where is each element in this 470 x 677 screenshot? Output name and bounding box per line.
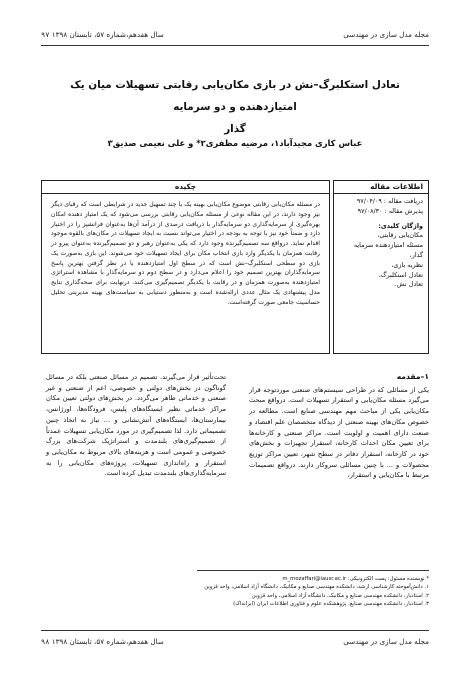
article-title — [55, 74, 415, 140]
article-info-box — [333, 180, 429, 354]
received-date: دریافت مقاله : ۹۷/۰۴/۰۹ — [356, 197, 423, 205]
author-list: عباس کاری مجیدآباد۱، مرضیه مظفری۲* و علی نعیمی صدیق۳ — [107, 138, 363, 148]
keyword-item: تعادل نش. — [394, 280, 423, 289]
footer-page-number: ۹۸ — [41, 637, 50, 646]
accepted-date: پذیرش مقاله : ۹۷/۰۸/۳۰ — [357, 206, 423, 215]
footer-rule — [41, 630, 429, 631]
keyword-item: تعادل استکلبرگ، — [378, 270, 423, 279]
intro-column-left — [46, 372, 226, 479]
running-header — [41, 27, 429, 41]
page-number: ۹۷ — [41, 30, 50, 39]
title-line-1: تعادل استکلبرگ–نش در بازی مکان‌یابی رقابتی تسهیلات میان یک امتیازدهنده و دو سرمایه — [70, 79, 400, 113]
intro-paragraph-continued: تحت‌تأثیر قرار می‌گیرند. تصمیم در مسائل صنعتی بلکه در مسائل گوناگون در بخش‌های دولتی و خصوصی، اعم از صنعتی و غیر صنعتی و خدماتی ظاهر می‌گردد. در بخش‌های دولتی تعیین مکان مراکز خدماتی نظیر ایستگاه‌های پلیس، فرودگاه‌ها، اورژانس، بیمارستان‌ها، ایستگاه‌های آتش‌نشانی و ... نیاز به اتخاذ چنین تصمیماتی دارد. لذا تصمیم‌گیری در مورد مکان‌یابی تسهیلات عمدتاً از تصمیم‌گیری‌های بلندمدت و استراتژیک شرکت‌های بزرگ خصوصی و عمومی است و هزینه‌های بالای مربوط به مکان‌یابی و استقرار و راه‌اندازی تسهیلات، پروژه‌های مکان‌یابی را به سرمایه‌گذاری‌های بلندمدت تبدیل کرده است. — [46, 373, 226, 478]
issue-info — [41, 30, 164, 39]
keyword-item: مسئله امتیازدهنده سرمایه — [353, 241, 423, 250]
footnote-corresponding-author: * نویسنده مسئول: پست الکترونیکی: m_mozaffari@iausr.ac.ir — [282, 576, 429, 582]
footer-issue-text: سال هفدهم،شماره ۵۷، تابستان ۱۳۹۸ — [51, 636, 164, 646]
footnote-affiliation-3: ۳. استادیار، دانشکده مهندسی صنایع، پژوهشکده علوم و فناوری اطلاعات ایران (ایرانداک) — [233, 601, 429, 608]
abstract-box — [41, 180, 330, 354]
keyword-item: نظریه بازی، — [391, 260, 423, 269]
keyword-item: گذار، — [409, 250, 423, 259]
intro-paragraph: یکی از مسائلی که در طراحی سیستم‌های صنعتی موردتوجه قرار می‌گیرد مسئله مکان‌یابی و استقرار تسهیلات است. درواقع مبحث مکان‌یابی یکی از مباحث مهم مهندسی صنایع است. مطالعه در خصوص مکان‌های بهینه صنعتی از دیدگاه متخصصان علم اقتصاد و صنعت دارای اهمیت و اولویت است. مراکز صنعتی و کارخانه‌ها برای تعیین مکان احداث کارخانه، استقرار تجهیزات و بخش‌های خود در کارخانه، استقرار دفاتر در سطح شهر، تعیین مراکز توزیع محصولات و ... با چنین مسائلی سروکار دارند. درواقع تصمیمات مرتبط با مکان‌یابی و استقرار، — [249, 385, 429, 480]
footer-journal-name: مجله مدل سازی در مهندسی — [343, 636, 429, 646]
abstract-text: در مسئله مکان‌یابی رقابتی موضوع مکان‌یابی بهینه یک یا چند تسهیل جدید در شرایطی است که رقبای دیگر نیز وجود دارند، در این مقاله نوعی از مسئله مکان‌یابی رقابتی بررسی می‌شود که یک امتیاز دهنده امکان بهره‌گیری از سرمایه‌گذاری دو سرمایه‌گذار با دریافت درصدی از درآمد آن‌ها به‌عنوان فرانشیز را در اختیار دارد و ضمناً خود نیز با توجه به بودجه در اختیار می‌تواند نسبت به ایجاد تسهیلات در مکان‌های بالقوه موجود اقدام نماید. درواقع سه تصمیم‌گیرنده وجود دارد که یکی به‌عنوان رهبر و دو تصمیم‌گیرنده به‌عنوان پیرو در رقابت همزمان با یکدیگر وارد بازی انتخاب مکان برای ایجاد تسهیلات خود می‌شوند. این بازی به‌صورت یک بازی دو سطحی استکلبرگ–نش است که در سطح اول امتیازدهنده با در نظر گرفتن بهترین پاسخ سرمایه‌گذاران بهترین تصمیم خود را اعلام می‌دارد و در سطح دوم دو سرمایه‌گذار با مشاهده استراتژی امتیازدهنده به‌صورت همزمان و در رقابت با یکدیگر تصمیم‌گیری می‌کنند. درنهایت برای صحه‌گذاری نتایج مدل پیشنهادی یک مثال عددی ارائه‌شده است و به‌منظور دستیابی به سیاست‌های بهینه مدیریتی تحلیل حساسیت جامعی صورت گرفته‌است. — [51, 201, 320, 306]
footnotes — [197, 570, 429, 609]
issue-text: سال هفدهم،شماره ۵۷، تابستان ۱۳۹۸ — [51, 29, 164, 39]
keyword-item: مکان‌یابی رقابتی، — [377, 231, 423, 240]
title-line-2: گذار — [224, 123, 246, 135]
keywords-label: واژگان کلیدی: — [378, 221, 423, 230]
footer-issue-info — [41, 637, 164, 646]
intro-column-right — [249, 372, 429, 481]
intro-heading: ۱–مقدمه — [396, 372, 429, 381]
article-info-heading: اطلاعات مقاله — [334, 181, 428, 194]
journal-name: مجله مدل سازی در مهندسی — [343, 29, 429, 39]
abstract-heading: چکیده — [42, 181, 329, 194]
footnote-affiliation-2: ۲. استادیار، دانشکده مهندسی صنایع و مکانیک، دانشگاه آزاد اسلامی، واحد قزوین — [251, 592, 429, 599]
header-rule — [41, 45, 429, 46]
footnote-affiliation-1: ۱. دانش‌آموخته کارشناسی ارشد، دانشکده مهندسی صنایع و مکانیک، دانشگاه آزاد اسلامی، واحد قزوین — [204, 584, 429, 591]
running-footer — [41, 634, 429, 648]
